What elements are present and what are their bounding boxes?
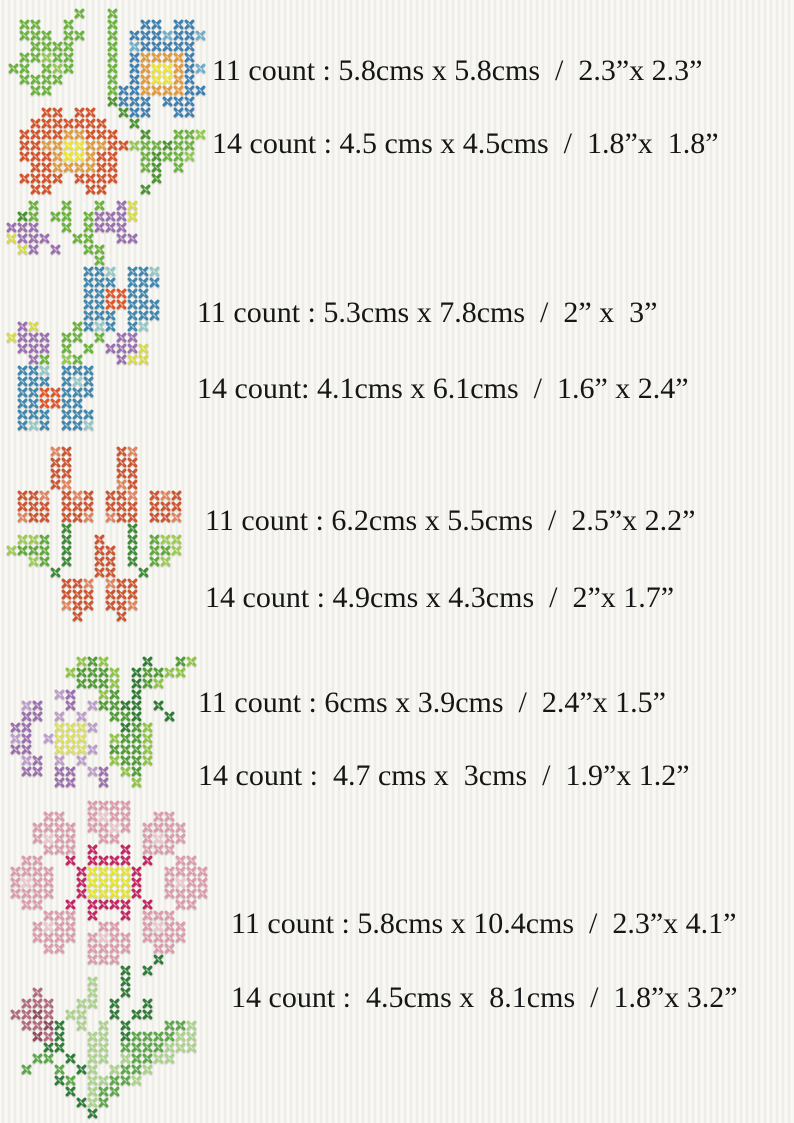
size-line-motif1-14count: 14 count : 4.5 cms x 4.5cms / 1.8”x 1.8”	[212, 127, 719, 160]
size-line-motif2-11count: 11 count : 5.3cms x 7.8cms / 2” x 3”	[197, 296, 658, 329]
size-line-motif3-14count: 14 count : 4.9cms x 4.3cms / 2”x 1.7”	[205, 581, 675, 614]
motif-pink-daisy-with-stem	[10, 800, 219, 1119]
size-line-motif2-14count: 14 count: 4.1cms x 6.1cms / 1.6” x 2.4”	[197, 372, 689, 405]
size-line-motif4-14count: 14 count : 4.7 cms x 3cms / 1.9”x 1.2”	[198, 759, 690, 792]
size-line-motif5-14count: 14 count : 4.5cms x 8.1cms / 1.8”x 3.2”	[231, 981, 738, 1014]
size-line-motif3-11count: 11 count : 6.2cms x 5.5cms / 2.5”x 2.2”	[205, 504, 696, 537]
motif-purple-blue-flower-vine	[6, 200, 171, 431]
size-line-motif1-11count: 11 count : 5.8cms x 5.8cms / 2.3”x 2.3”	[212, 54, 703, 87]
motif-purple-flower-with-leaves	[10, 656, 197, 788]
motif-blue-and-orange-flowers	[8, 8, 206, 195]
size-line-motif5-11count: 11 count : 5.8cms x 10.4cms / 2.3”x 4.1”	[231, 907, 737, 940]
size-line-motif4-11count: 11 count : 6cms x 3.9cms / 2.4”x 1.5”	[198, 686, 666, 719]
motif-rust-red-buds-spray	[6, 446, 182, 622]
